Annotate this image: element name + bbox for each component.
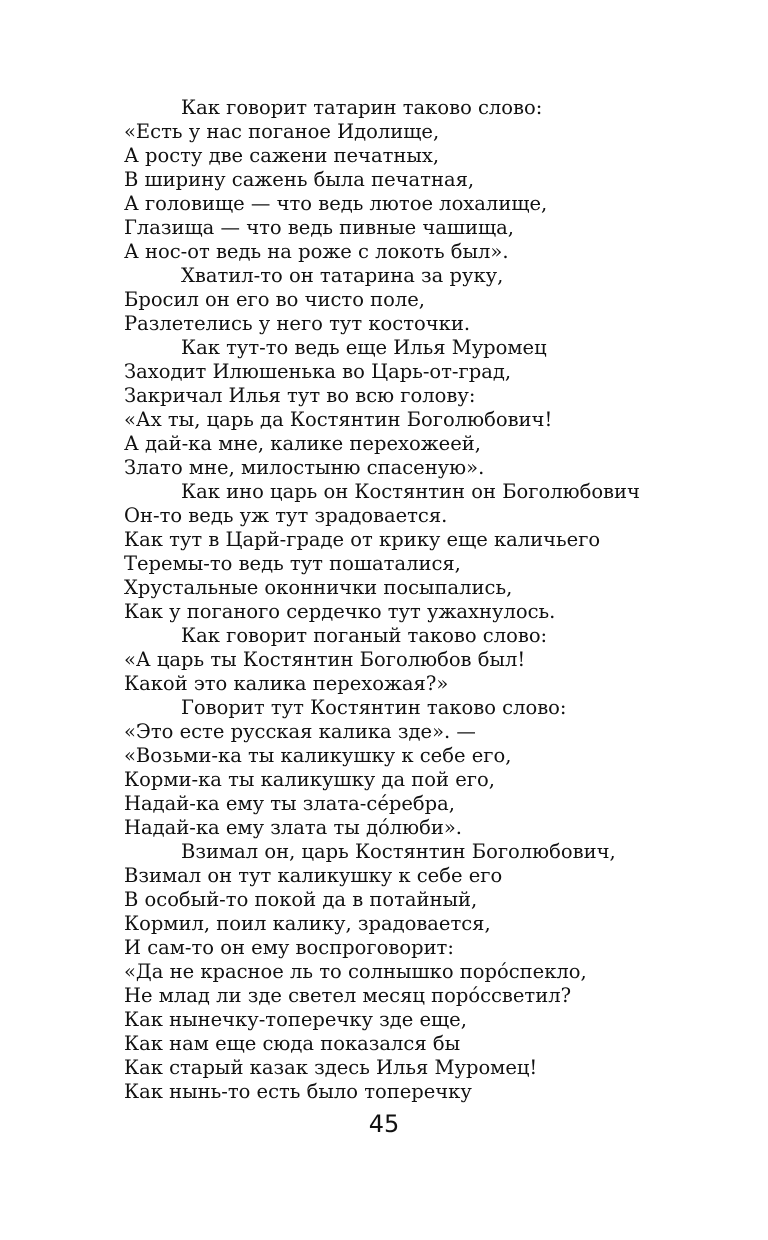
page-number: 45 [368,1110,400,1138]
verse-line: Разлетелись у него тут косточки. [124,312,471,335]
verse-line: В особый-то покой да в потайный, [124,888,478,911]
verse-line: Взимал он, царь Костянтин Боголюбович, [181,840,616,863]
verse-line: Теремы-то ведь тут пошаталися, [124,552,461,575]
verse-line: Закричал Илья тут во всю голову: [124,384,476,407]
verse-line: А дай-ка мне, калике перехожеей, [124,432,481,455]
verse-line: А головище — что ведь лютое лохалище, [124,192,548,215]
verse-line: Как нам еще сюда показался бы [124,1032,461,1055]
verse-line: Злато мне, милостыню спасеную». [124,456,485,479]
verse-line: Бросил он его во чисто поле, [124,288,426,311]
verse-line: Глазища — что ведь пивные чашища, [124,216,514,239]
verse-line: «Это есте русская калика зде». — [124,720,476,743]
verse-line: «Есть у нас поганое Идолище, [124,120,440,143]
verse-line: Надай-ка ему злата ты дóлюби». [124,816,462,839]
verse-line: Какой это калика перехожая?» [124,672,449,695]
verse-line: «Да не красное ль то солнышко порóспекло, [124,960,587,983]
verse-line: Хрустальные оконнички посыпались, [124,576,513,599]
verse-line: А нос-от ведь на роже с локоть был». [124,240,509,263]
verse-line: Как говорит татарин таково слово: [181,96,543,119]
verse-line: Кормил, поил калику, зрадовается, [124,912,491,935]
verse-line: Как нынечку-топеречку зде еще, [124,1008,467,1031]
verse-line: Заходит Илюшенька во Царь-от-град, [124,360,512,383]
verse-line: Как говорит поганый таково слово: [181,624,548,647]
verse-line: Как тут в Царй-граде от крику еще каличьего [124,528,601,551]
verse-line: «А царь ты Костянтин Боголюбов был! [124,648,526,671]
verse-line: Как у поганого сердечко тут ужахнулось. [124,600,556,623]
verse-line: «Возьми-ка ты каликушку к себе его, [124,744,512,767]
verse-line: Взимал он тут каликушку к себе его [124,864,503,887]
verse-line: Как старый казак здесь Илья Муромец! [124,1056,538,1079]
verse-line: Он-то ведь уж тут зрадовается. [124,504,448,527]
verse-line: Как нынь-то есть было топеречку [124,1080,472,1103]
verse-line: Говорит тут Костянтин таково слово: [181,696,567,719]
verse-line: И сам-то он ему воспроговорит: [124,936,454,959]
verse-line: В ширину сажень была печатная, [124,168,475,191]
verse-line: Как тут-то ведь еще Илья Муромец [181,336,547,359]
verse-line: А росту две сажени печатных, [124,144,440,167]
verse-line: Не млад ли зде светел месяц порóссветил? [124,984,572,1007]
verse-line: Корми-ка ты каликушку да пой его, [124,768,495,791]
verse-line: Как ино царь он Костянтин он Боголюбович [181,480,640,503]
verse-line: «Ах ты, царь да Костянтин Боголюбович! [124,408,553,431]
verse-text [124,96,724,1104]
verse-line: Надай-ка ему ты злата-сéребра, [124,792,455,815]
verse-line: Хватил-то он татарина за руку, [181,264,504,287]
